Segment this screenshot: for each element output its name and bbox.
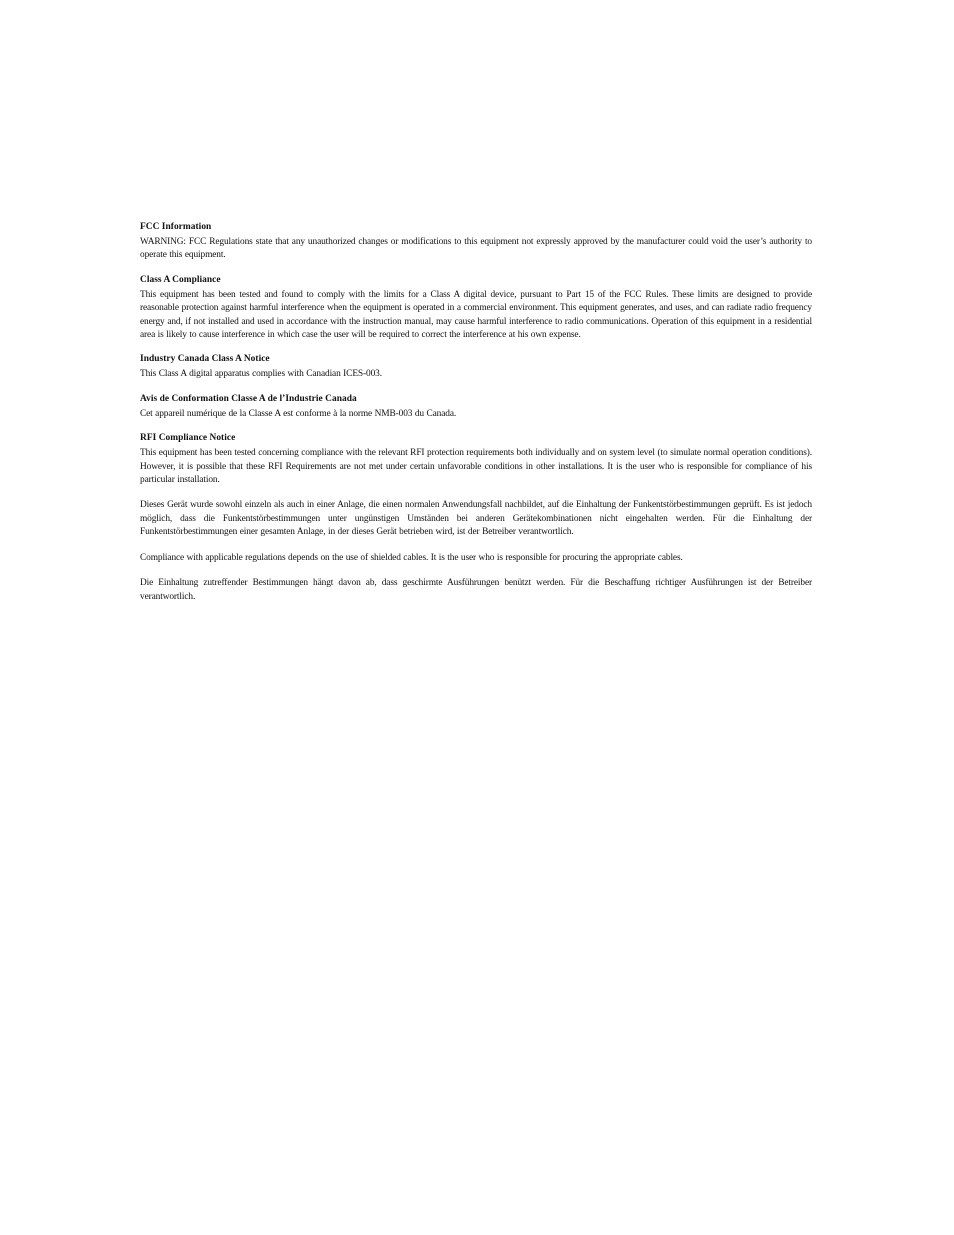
- avis-conformation-section: [140, 393, 812, 421]
- industry-canada-section: [140, 353, 812, 381]
- section-paragraph: This equipment has been tested and found to comply with the limits for a Class A digital device, pursuant to Part 15 of the FCC Rules. These limits are designed to provide reasonable protection against harmful interference when the equipment is operated in a commercial environment. This equipment generates, and uses, and can radiate radio frequency energy and, if not installed and used in accordance with the instruction manual, may cause harmful interference to radio communications. Operation of this equipment in a residential area is likely to cause interference in which case the user will be required to correct the interference at his own expense.: [140, 289, 812, 341]
- section-paragraph: Cet appareil numérique de la Classe A est conforme à la norme NMB-003 du Canada.: [140, 408, 457, 419]
- class-a-compliance-section: [140, 274, 812, 343]
- section-paragraph: Die Einhaltung zutreffender Bestimmungen hängt davon ab, dass geschirmte Ausführungen benützt werden. Für die Beschaffung richtiger Ausführungen ist der Betreiber verantwortlich.: [140, 578, 812, 602]
- section-paragraph: This Class A digital apparatus complies with Canadian ICES-003.: [140, 369, 382, 380]
- section-paragraph: This equipment has been tested concerning compliance with the relevant RFI protection requirements both individually and on system level (to simulate normal operation conditions). However, it is possible that these RFI Requirements are not met under certain unfavorable conditions in other installations. It is the user who is responsible for compliance of his particular installation.: [140, 448, 812, 486]
- section-heading: Industry Canada Class A Notice: [140, 354, 270, 365]
- section-paragraph: WARNING: FCC Regulations state that any unauthorized changes or modifications to this equipment not expressly approved by the manufacturer could void the user’s authority to operate this equipment.: [140, 237, 812, 261]
- section-heading: RFI Compliance Notice: [140, 433, 236, 444]
- fcc-information-section: [140, 221, 812, 263]
- rfi-compliance-section: [140, 432, 812, 604]
- regulatory-notices: [140, 221, 812, 615]
- section-heading: FCC Information: [140, 222, 212, 232]
- section-paragraph: Dieses Gerät wurde sowohl einzeln als auch in einer Anlage, die einen normalen Anwendungsfall nachbildet, auf die Einhaltung der Funkentstörbestimmungen geprüft. Es ist jedoch möglich, dass die Funkentstörbestimmungen unter ungünstigen Umständen bei anderen Gerätekombinationen nicht eingehalten werden. Für die Einhaltung der Funkentstörbestimmungen einer gesamten Anlage, in der dieses Gerät betrieben wird, ist der Betreiber verantwortlich.: [140, 500, 812, 538]
- section-paragraph: Compliance with applicable regulations depends on the use of shielded cables. It is the user who is responsible for procuring the appropriate cables.: [140, 552, 683, 563]
- section-heading: Avis de Conformation Classe A de l’Industrie Canada: [140, 393, 357, 404]
- section-heading: Class A Compliance: [140, 274, 221, 285]
